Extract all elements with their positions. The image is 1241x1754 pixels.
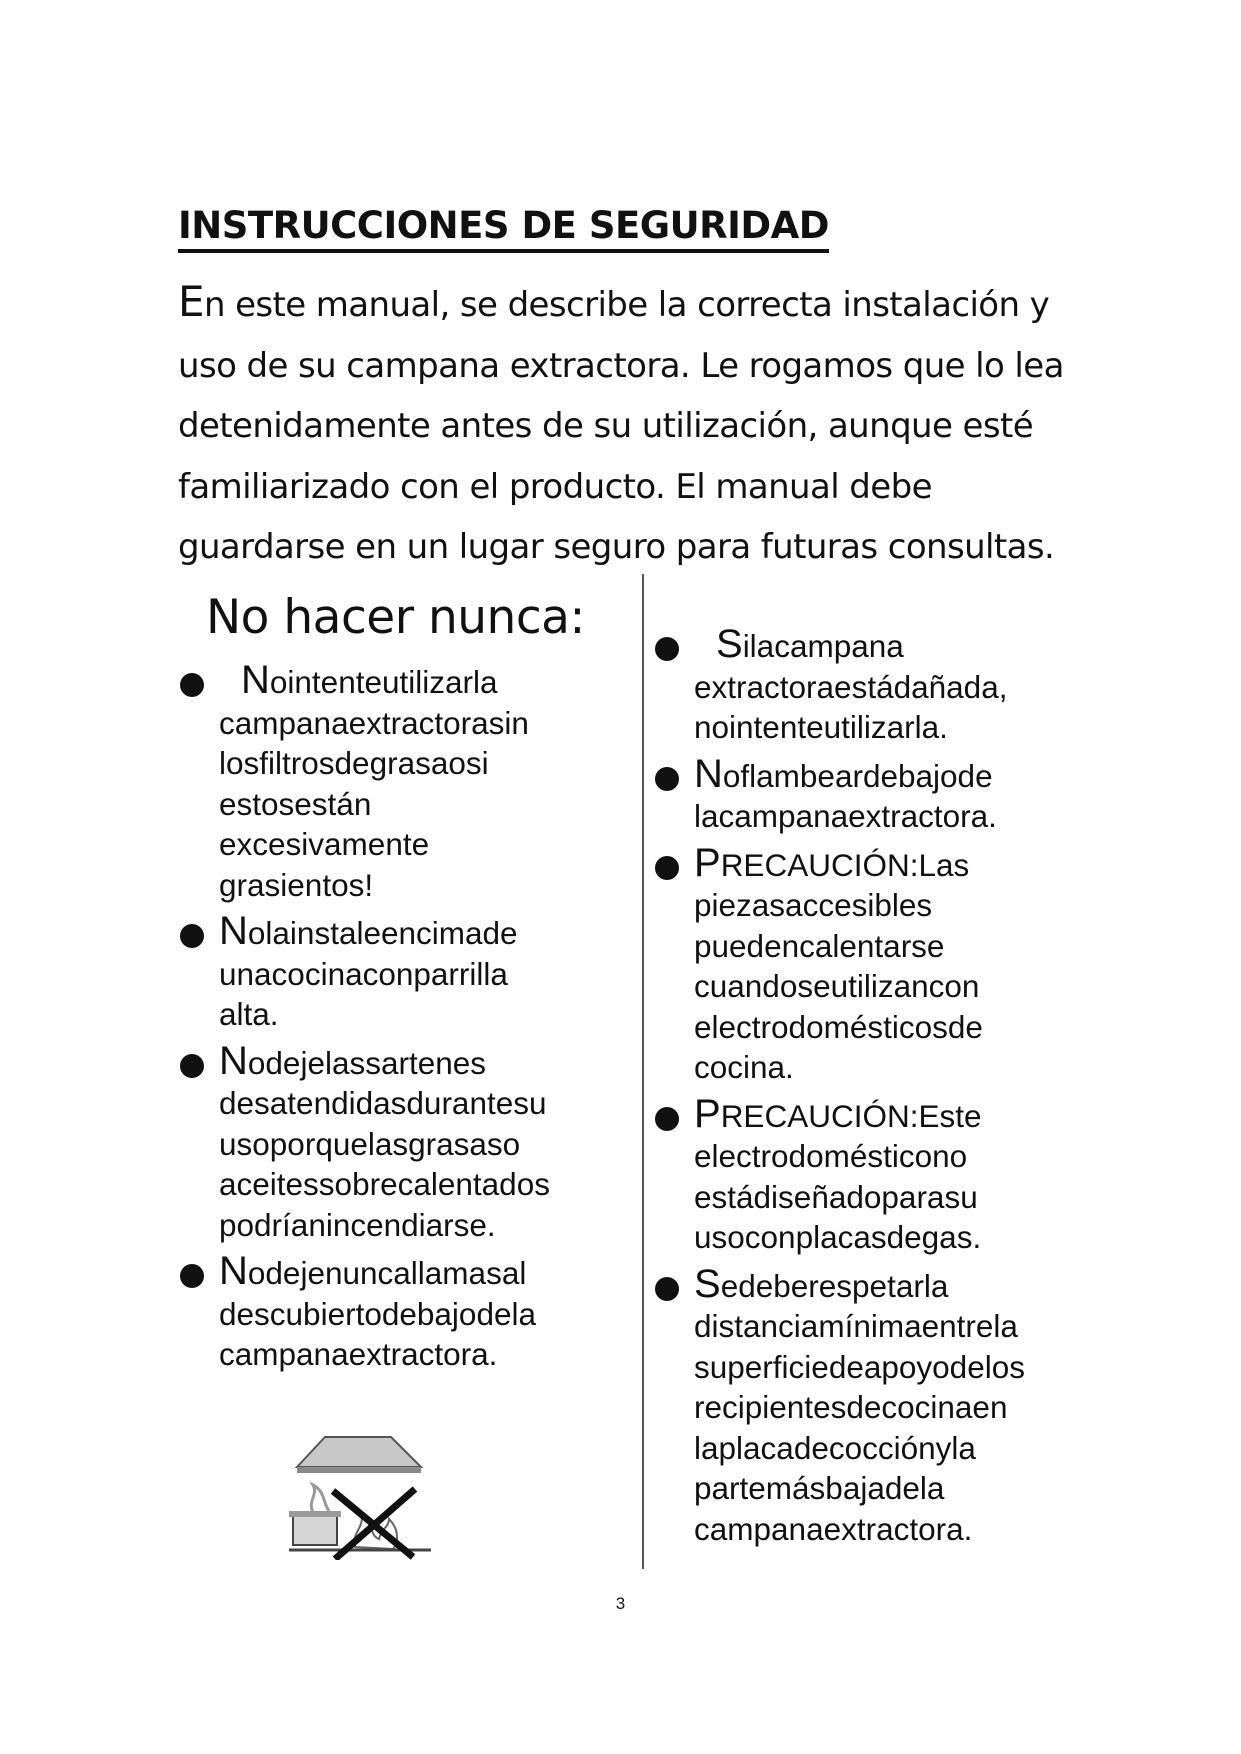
- intro-line: familiarizado con el producto. El manual debe: [178, 466, 932, 507]
- page-title: INSTRUCCIONES DE SEGURIDAD: [178, 203, 829, 253]
- bullet-icon: [180, 924, 204, 948]
- warning-item: Sedeberespetarla distanciamínimaentrela superficiedeapoyodelos recipientesdecocinaen laplacadecocciónyla partemásbajadela campanaextractora.: [655, 1264, 1105, 1550]
- page-number: 3: [615, 1594, 626, 1613]
- warning-item: Nolainstaleencimade unacocinaconparrilla alta.: [180, 911, 610, 1035]
- bullet-icon: [655, 637, 679, 661]
- bullet-icon: [655, 1277, 679, 1301]
- bullet-icon: [655, 767, 679, 791]
- warning-item: PRECAUCIÓN:Este electrodomésticono estádiseñadoparasu usoconplacasdegas.: [655, 1094, 1105, 1258]
- intro-initial: E: [178, 277, 204, 326]
- warning-item: Nodejelassartenes desatendidasdurantesu usoporquelasgrasaso aceitessobrecalentados podríanincendiarse.: [180, 1041, 610, 1246]
- no-flambe-illustration: [285, 1415, 435, 1560]
- left-column: [180, 660, 610, 1381]
- intro-line: detenidamente antes de su utilización, aunque esté: [178, 406, 1034, 446]
- bullet-icon: [180, 1264, 204, 1288]
- intro-line: guardarse en un lugar seguro para futuras consultas.: [178, 527, 1055, 567]
- warning-item: Silacampana extractoraestádañada, nointenteutilizarla.: [655, 624, 1105, 748]
- bullet-icon: [655, 1107, 679, 1131]
- column-divider: [642, 574, 644, 1569]
- bullet-icon: [180, 1054, 204, 1078]
- intro-line: uso de su campana extractora. Le rogamos que lo lea: [178, 345, 1064, 386]
- section-heading: No hacer nunca:: [206, 590, 585, 645]
- warning-item: Nodejenuncallamasal descubiertodebajodela campanaextractora.: [180, 1251, 610, 1375]
- right-column: [655, 624, 1105, 1555]
- bullet-icon: [180, 673, 204, 697]
- warning-item: PRECAUCIÓN:Las piezasaccesibles puedencalentarse cuandoseutilizancon electrodomésticosde cocina.: [655, 843, 1105, 1088]
- warning-item: Nointenteutilizarla campanaextractorasin losfiltrosdegrasaosi estosestán excesivamente grasientos!: [180, 660, 610, 905]
- bullet-icon: [655, 856, 679, 880]
- intro-line: En este manual, se describe la correcta instalación y: [178, 277, 1050, 326]
- intro-paragraph: [178, 272, 1078, 578]
- warning-item: Noflambeardebajode lacampanaextractora.: [655, 754, 1105, 837]
